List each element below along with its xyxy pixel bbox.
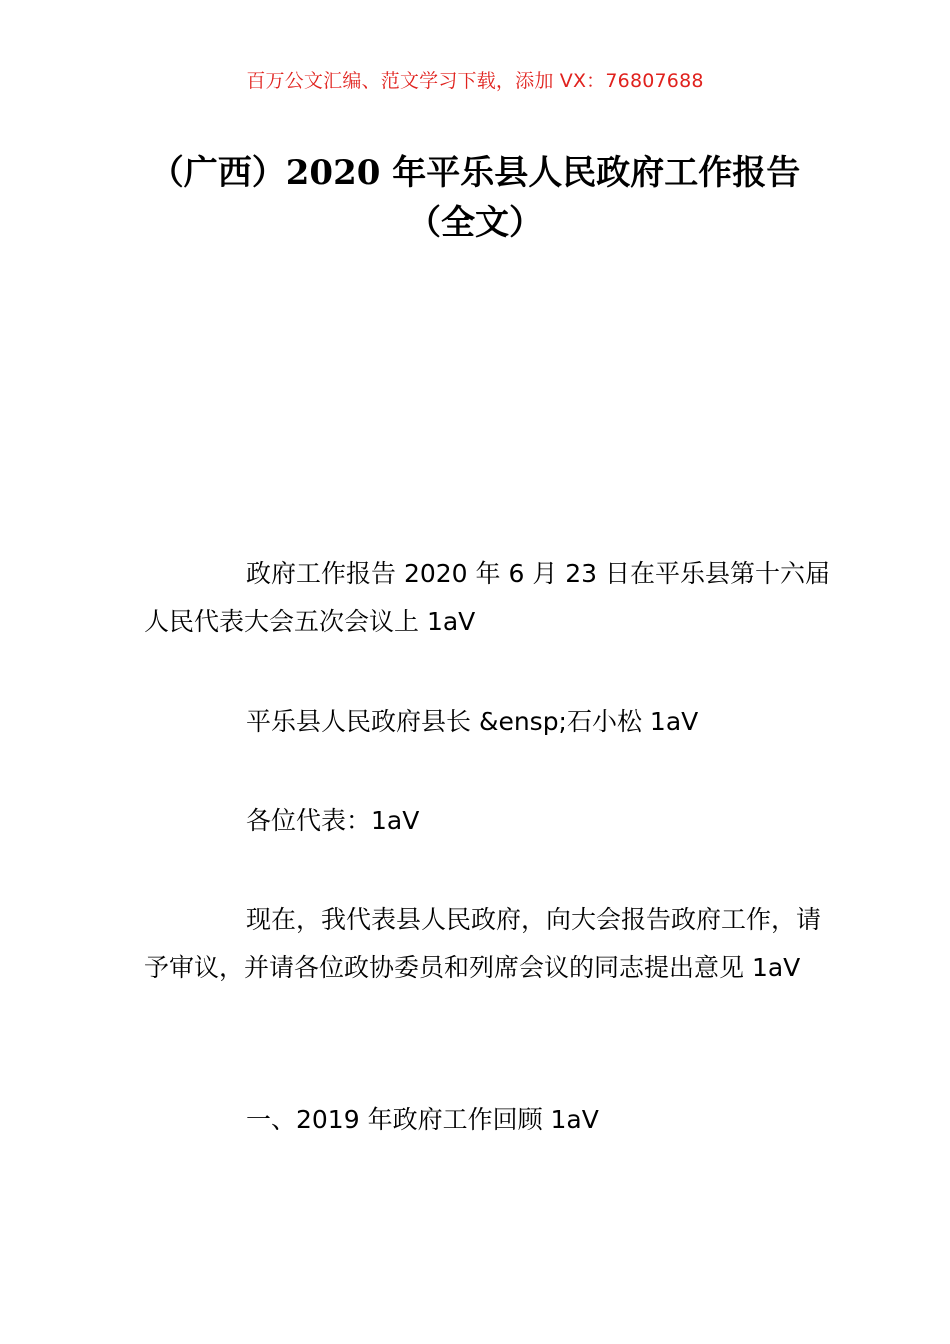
- section-heading-paragraph: 一、2019 年政府工作回顾 1aV: [246, 1105, 599, 1134]
- author-paragraph: 平乐县人民政府县长 &ensp;石小松 1aV: [246, 707, 699, 736]
- document-title: [100, 148, 850, 248]
- intro-paragraph: 现在，我代表县人民政府，向大会报告政府工作，请予审议，并请各位政协委员和列席会议的同志提出意见 1aV: [144, 905, 822, 982]
- title-line-2: （全文）: [407, 203, 543, 243]
- header-promo-note: 百万公文汇编、范文学习下载，添加 VX：76807688: [246, 70, 704, 92]
- greeting-paragraph: 各位代表：1aV: [246, 806, 420, 835]
- title-line-1: （广西）2020 年平乐县人民政府工作报告: [149, 153, 801, 193]
- report-date-paragraph: 政府工作报告 2020 年 6 月 23 日在平乐县第十六届人民代表大会五次会议上 1aV: [144, 559, 831, 636]
